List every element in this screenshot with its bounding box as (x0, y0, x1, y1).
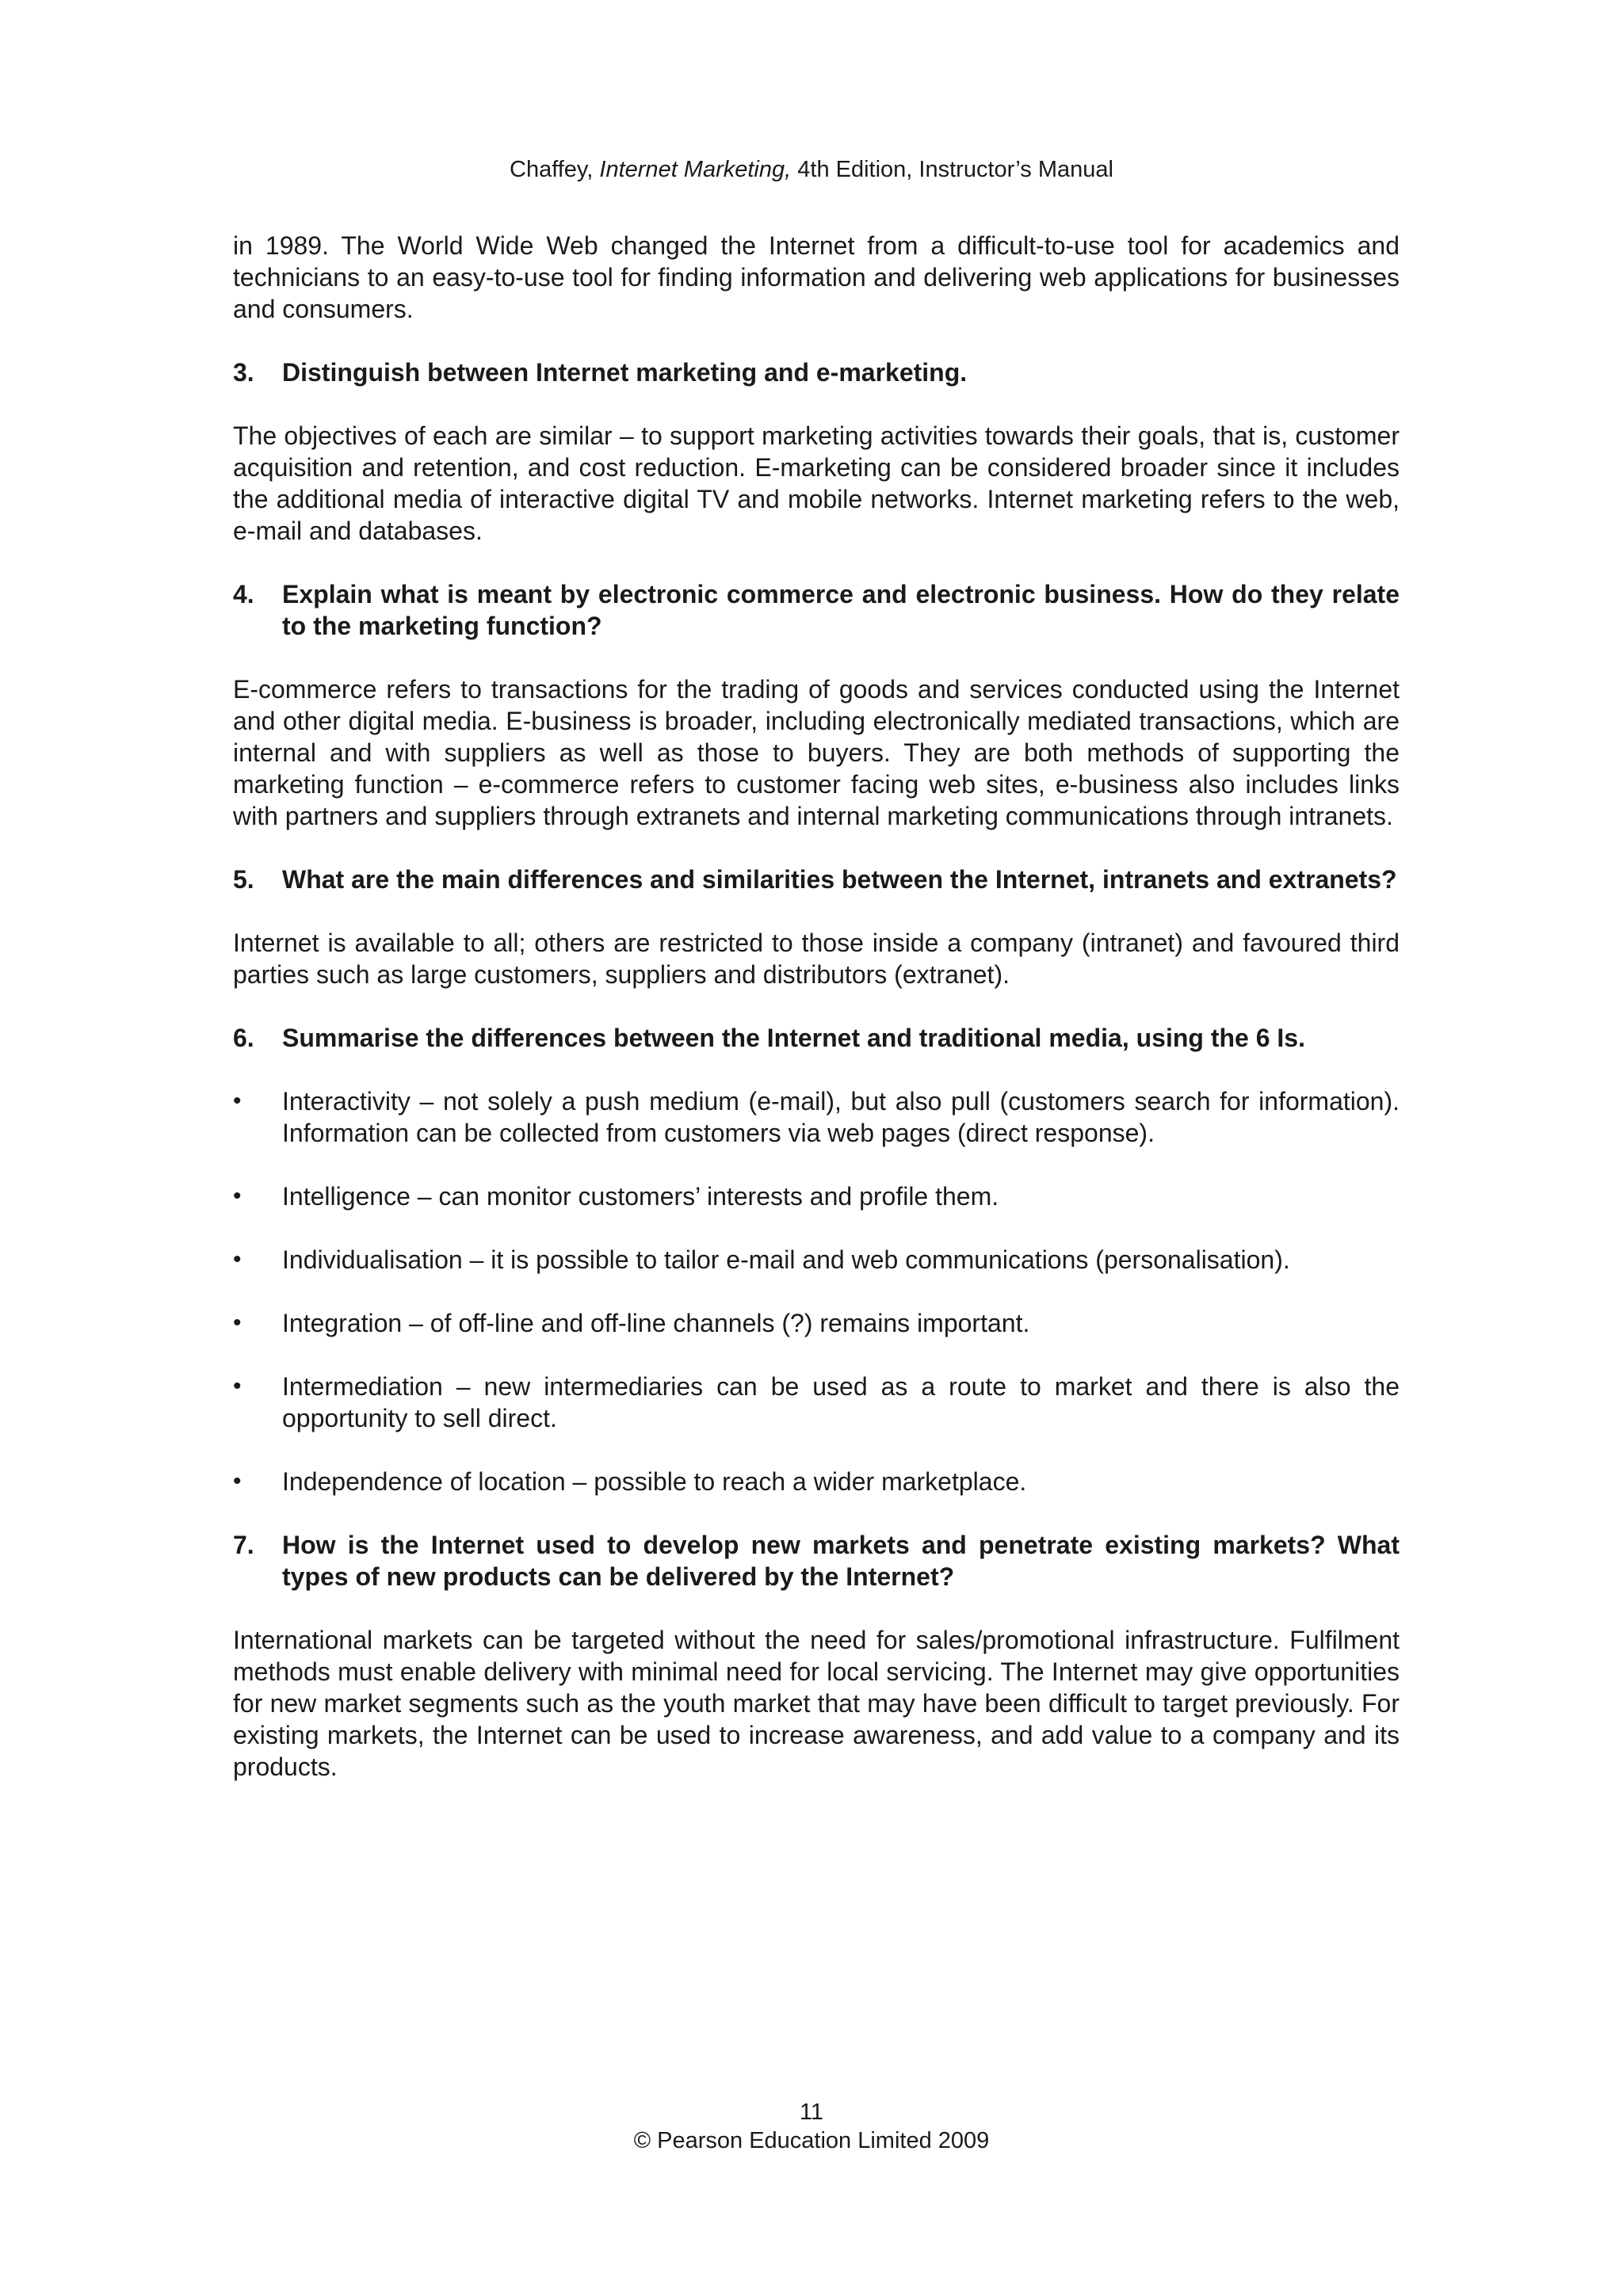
question-3 (233, 357, 1400, 388)
bullet-icon: • (233, 1183, 242, 1209)
question-text: What are the main differences and similarities between the Internet, intranets and extranets? (282, 865, 1397, 894)
list-item (233, 1244, 1400, 1276)
header-edition: 4th Edition, Instructor’s Manual (791, 157, 1113, 182)
list-item-text: Independence of location – possible to reach a wider marketplace. (282, 1467, 1027, 1496)
list-item (233, 1371, 1400, 1434)
bullet-icon: • (233, 1310, 242, 1336)
page-number: 11 (799, 2100, 824, 2125)
list-item-text: Individualisation – it is possible to tailor e-mail and web communications (personalisation). (282, 1245, 1290, 1274)
question-text: Explain what is meant by electronic commerce and electronic business. How do they relate to the marketing function? (282, 580, 1400, 640)
question-5 (233, 864, 1400, 895)
bullet-icon: • (233, 1468, 242, 1494)
header-book-title: Internet Marketing, (599, 157, 792, 182)
question-text: Summarise the differences between the Internet and traditional media, using the 6 Is. (282, 1024, 1305, 1052)
question-text: How is the Internet used to develop new markets and penetrate existing markets? What types of new products can be delivered by the Internet? (282, 1531, 1400, 1591)
header-author: Chaffey, (510, 157, 600, 182)
list-item (233, 1307, 1400, 1339)
six-is-list (233, 1085, 1400, 1497)
bullet-icon: • (233, 1088, 242, 1114)
list-item (233, 1180, 1400, 1212)
question-text: Distinguish between Internet marketing and e-marketing. (282, 358, 968, 387)
intro-paragraph: in 1989. The World Wide Web changed the Internet from a difficult-to-use tool for academics and technicians to an easy-to-use tool for finding information and delivering web applications for businesses and consumers. (233, 231, 1400, 323)
answer-5: Internet is available to all; others are restricted to those inside a company (intranet) and favoured third parties such as large customers, suppliers and distributors (extranet). (233, 929, 1400, 989)
bullet-icon: • (233, 1246, 242, 1272)
copyright-notice: © Pearson Education Limited 2009 (633, 2128, 990, 2153)
list-item-text: Intermediation – new intermediaries can be used as a route to market and there is also the opportunity to sell direct. (282, 1372, 1400, 1432)
page-footer (0, 2098, 1623, 2155)
list-item-text: Integration – of off-line and off-line channels (?) remains important. (282, 1309, 1030, 1337)
list-item-text: Intelligence – can monitor customers’ interests and profile them. (282, 1182, 999, 1211)
running-header (0, 155, 1623, 184)
question-number: 6. (233, 1024, 254, 1052)
question-number: 3. (233, 358, 254, 387)
answer-7: International markets can be targeted without the need for sales/promotional infrastructure. Fulfilment methods must enable delivery with minimal need for local servicing. The Internet may give opportunities for new market segments such as the youth market that may have been difficult to target previously. For existing markets, the Internet can be used to increase awareness, and add value to a company and its products. (233, 1626, 1400, 1781)
question-6 (233, 1022, 1400, 1054)
list-item (233, 1466, 1400, 1497)
answer-4: E-commerce refers to transactions for the trading of goods and services conducted using the Internet and other digital media. E-business is broader, including electronically mediated transactions, which are internal and with suppliers as well as those to buyers. They are both methods of supporting the marketing function – e-commerce refers to customer facing web sites, e-business also includes links with partners and suppliers through extranets and internal marketing communications through intranets. (233, 675, 1400, 830)
question-number: 5. (233, 865, 254, 894)
question-number: 4. (233, 580, 254, 608)
question-7 (233, 1529, 1400, 1592)
list-item-text: Interactivity – not solely a push medium (e-mail), but also pull (customers search for information). Information can be collected from customers via web pages (direct response). (282, 1087, 1400, 1147)
answer-3: The objectives of each are similar – to support marketing activities towards their goals, that is, customer acquisition and retention, and cost reduction. E-marketing can be considered broader since it includes the additional media of interactive digital TV and mobile networks. Internet marketing refers to the web, e-mail and databases. (233, 421, 1400, 545)
list-item (233, 1085, 1400, 1149)
page-body (233, 230, 1400, 1814)
question-4 (233, 578, 1400, 642)
question-number: 7. (233, 1531, 254, 1559)
bullet-icon: • (233, 1373, 242, 1399)
